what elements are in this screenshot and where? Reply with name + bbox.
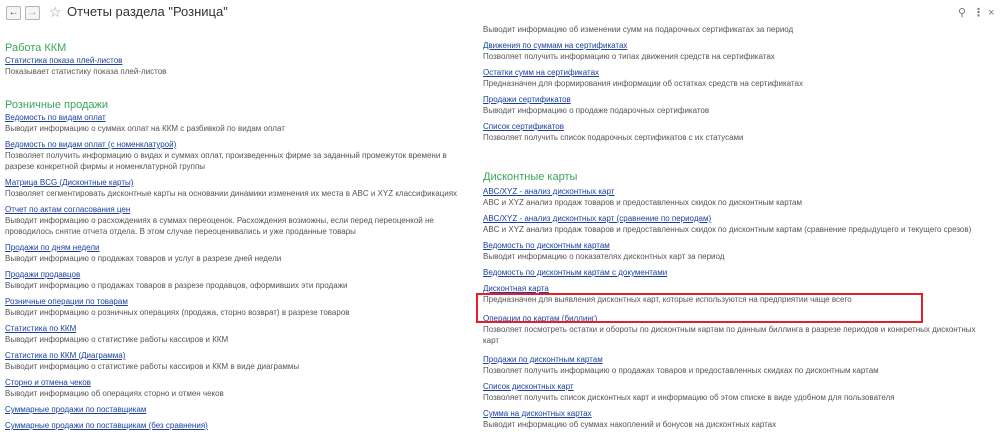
list-item — [483, 94, 993, 116]
report-description: Выводит информацию о суммах оплат на ККМ с разбивкой по видам оплат — [5, 124, 285, 133]
report-description: Выводит информацию об операциях сторно и отмен чеков — [5, 389, 224, 398]
report-link[interactable]: Ведомость по дисконтным картам — [483, 241, 610, 250]
favorite-star-icon[interactable]: ☆ — [49, 4, 62, 20]
report-link[interactable]: Список сертификатов — [483, 122, 564, 131]
report-description: Позволяет получить список подарочных сертификатов с их статусами — [483, 133, 744, 142]
report-link[interactable]: Ведомость по видам оплат (с номенклатурой) — [5, 140, 177, 149]
report-description: Выводит информацию о продажах товаров в разрезе продавцов, оформивших эти продажи — [5, 281, 348, 290]
list-item — [5, 404, 470, 415]
report-description: Предназначен для формирования информации об остатках средств на сертификатах — [483, 79, 803, 88]
section-kkm — [5, 41, 470, 77]
report-link[interactable]: Сторно и отмена чеков — [5, 378, 91, 387]
report-link[interactable]: Продажи продавцов — [5, 270, 81, 279]
report-description: Выводит информацию о статистике работы кассиров и ККМ в виде диаграммы — [5, 362, 300, 371]
list-item — [483, 381, 993, 403]
report-link[interactable]: ABC/XYZ - анализ дисконтных карт — [483, 187, 615, 196]
report-description: Выводит информацию о продаже подарочных сертификатов — [483, 106, 710, 115]
list-item — [5, 55, 470, 77]
list-item — [5, 112, 470, 134]
report-description: Позволяет посмотреть остатки и обороты по дисконтным картам по данным биллинга в разрезе периодов и конкретных дисконтных карт — [483, 325, 976, 345]
report-description: Выводит информацию об изменении сумм на подарочных сертификатах за период — [483, 25, 794, 34]
list-item — [5, 296, 470, 318]
list-item — [483, 213, 993, 235]
list-item — [5, 177, 470, 199]
report-link[interactable]: Остатки сумм на сертификатах — [483, 68, 600, 77]
report-link[interactable]: Статистика показа плей-листов — [5, 56, 123, 65]
report-description: Позволяет получить информацию о типах движения средств на сертификатах — [483, 52, 775, 61]
report-description: ABC и XYZ анализ продаж товаров и предоставленных скидок по дисконтным картам — [483, 198, 802, 207]
list-item — [5, 323, 470, 345]
list-item — [5, 377, 470, 399]
report-link[interactable]: Статистика по ККМ — [5, 324, 77, 333]
report-description: Выводит информацию об суммах накоплений и бонусов на дисконтных картах — [483, 420, 777, 429]
report-link[interactable]: ABC/XYZ - анализ дисконтных карт (сравнение по периодам) — [483, 214, 712, 223]
report-link[interactable]: Отчет по актам согласования цен — [5, 205, 131, 214]
title-bar — [0, 0, 1000, 26]
report-description: Позволяет получить информацию о видах и суммах оплат, произведенных фирме за заданный промежуток времени в разрезе конкретной фирмы и номенклатурной группы — [5, 151, 447, 171]
report-link[interactable]: Сумма на дисконтных картах — [483, 409, 592, 418]
report-link[interactable]: Статистика по ККМ (Диаграмма) — [5, 351, 126, 360]
report-description: Позволяет сегментировать дисконтные карты на основании динамики изменения их места в ABC и XYZ классификациях — [5, 189, 458, 198]
more-icon[interactable]: ⋮ — [973, 7, 984, 19]
section-title: Дисконтные карты — [483, 171, 578, 183]
report-link[interactable]: Розничные операции по товарам — [5, 297, 128, 306]
section-retail-sales — [5, 98, 470, 431]
report-description: Выводит информацию о показателях дисконтных карт за период — [483, 252, 725, 261]
list-item — [483, 354, 993, 376]
report-description: Выводит информацию о продажах товаров и услуг в разрезе дней недели — [5, 254, 282, 263]
report-description: Выводит информацию о расхождениях в суммах переоценок. Расхождения возможны, если перед переоценкой не проводилось снятие отчета отдела. В этом случае переоценивались и уже проданные товары — [5, 216, 434, 236]
left-column — [5, 41, 470, 431]
report-link[interactable]: Продажи по дням недели — [5, 243, 100, 252]
list-item — [5, 204, 470, 237]
list-item — [5, 420, 470, 431]
report-description: Предназначен для выявления дисконтных карт, которые используются на предприятии чаще всего — [483, 295, 852, 304]
report-link[interactable]: Суммарные продажи по поставщикам (без сравнения) — [5, 421, 208, 430]
list-item — [483, 240, 993, 262]
forward-button[interactable]: → — [25, 6, 40, 20]
list-item — [483, 267, 993, 278]
close-icon[interactable]: × — [988, 7, 995, 19]
list-item — [5, 269, 470, 291]
list-item — [483, 186, 993, 208]
list-item — [483, 408, 993, 430]
report-link[interactable]: Движения по суммам на сертификатах — [483, 41, 628, 50]
report-link[interactable]: Операции по картам (биллинг) — [483, 314, 598, 323]
report-link[interactable]: Продажи по дисконтным картам — [483, 355, 603, 364]
back-button[interactable]: ← — [6, 6, 21, 20]
report-link[interactable]: Ведомость по видам оплат — [5, 113, 106, 122]
list-item — [483, 40, 993, 62]
report-link[interactable]: Суммарные продажи по поставщикам — [5, 405, 147, 414]
list-item — [5, 139, 470, 172]
section-title: Розничные продажи — [5, 99, 108, 111]
report-link[interactable]: Матрица BCG (Дисконтные карты) — [5, 178, 134, 187]
report-link[interactable]: Дисконтная карта — [483, 284, 549, 293]
list-item — [5, 350, 470, 372]
list-item — [483, 121, 993, 143]
page-title: Отчеты раздела "Розница" — [67, 4, 228, 19]
report-link[interactable]: Список дисконтных карт — [483, 382, 574, 391]
report-link[interactable]: Ведомость по дисконтным картам с документами — [483, 268, 668, 277]
section-title: Работа ККМ — [5, 42, 67, 54]
report-description: ABC и XYZ анализ продаж товаров и предоставленных скидок по дисконтным картам (сравнение предыдущего и текущего срезов) — [483, 225, 972, 234]
list-item — [5, 242, 470, 264]
right-column — [483, 24, 993, 430]
report-description: Выводит информацию о статистике работы кассиров и ККМ — [5, 335, 229, 344]
report-description: Позволяет получить список дисконтных карт и информацию об этом списке в виде удобном для пользователя — [483, 393, 895, 402]
highlight-box — [476, 293, 923, 323]
report-link[interactable]: Продажи сертификатов — [483, 95, 571, 104]
report-description: Позволяет получить информацию о продажах товаров и предоставленных скидках по дисконтным картам — [483, 366, 879, 375]
link-icon[interactable]: ⚲ — [958, 7, 967, 19]
report-description: Показывает статистику показа плей-листов — [5, 67, 167, 76]
list-item — [483, 67, 993, 89]
report-description: Выводит информацию о розничных операциях (продажа, сторно возврат) в разрезе товаров — [5, 308, 350, 317]
